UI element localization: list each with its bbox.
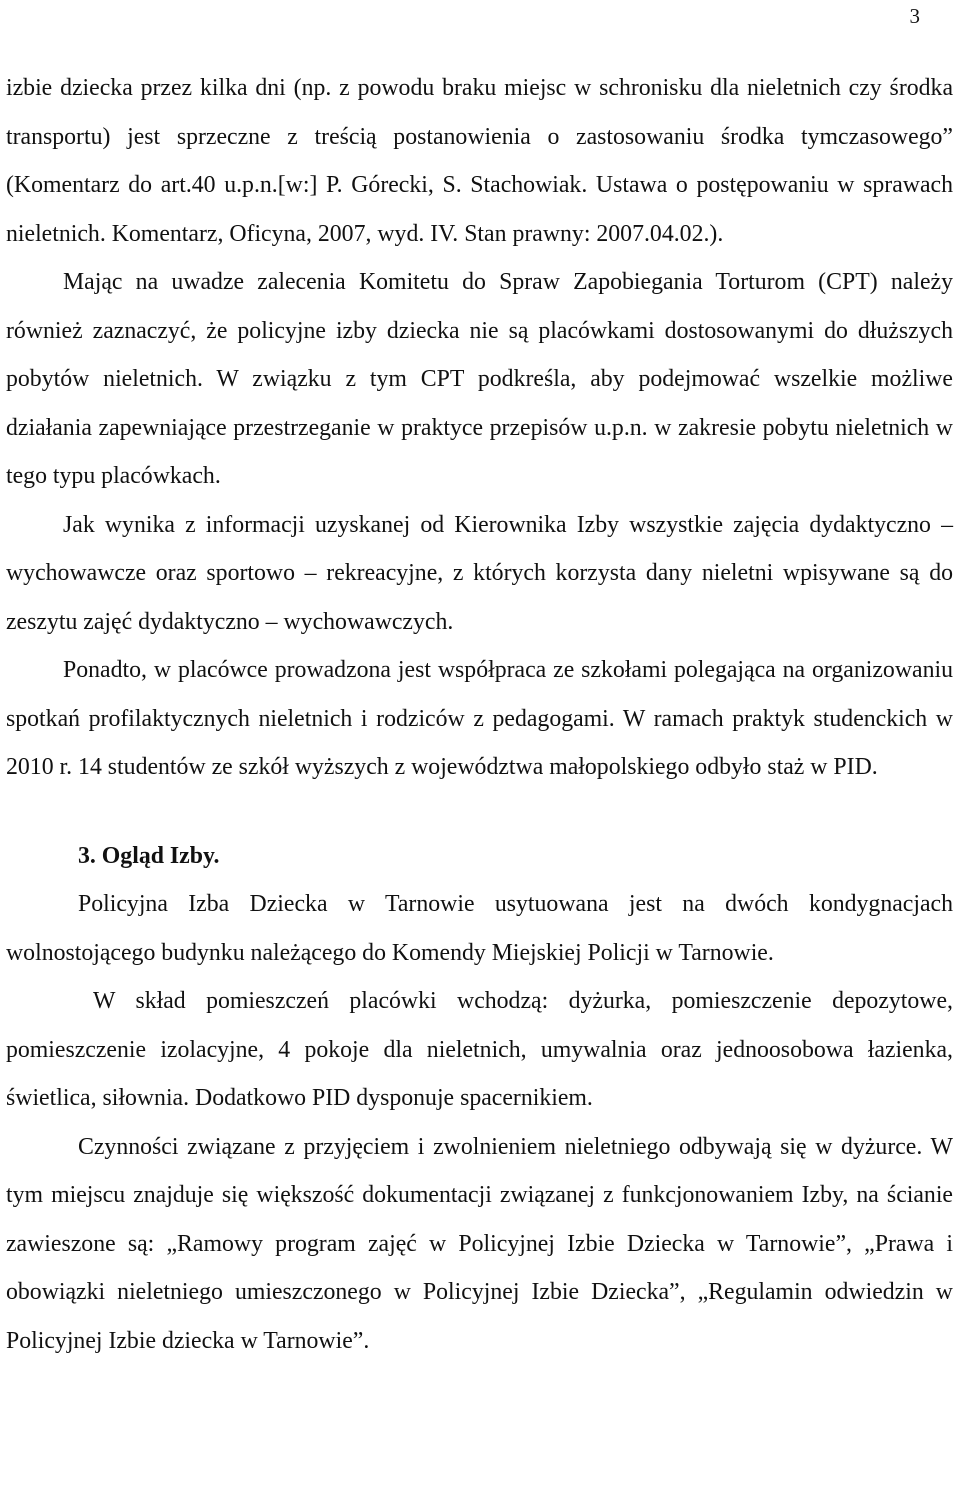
section-heading: 3. Ogląd Izby. [78,842,220,869]
paragraph-school-cooperation: Ponadto, w placówce prowadzona jest współpraca ze szkołami polegająca na organizowaniu spotkań profilaktycznych nieletnich i rodziców z pedagogami. W ramach praktyk studenckich w 2010 r. 14 studentów ze szkół wyższych z województwa małopolskiego odbyło staż w PID. [6,657,953,780]
document-body [6,64,953,1365]
page-number: 3 [909,4,920,28]
paragraph-cpt-recommendations: Mając na uwadze zalecenia Komitetu do Spraw Zapobiegania Torturom (CPT) należy również zaznaczyć, że policyjne izby dziecka nie są placówkami dostosowanymi do dłuższych pobytów nieletnich. W związku z tym CPT podkreśla, aby podejmować wszelkie możliwe działania zapewniające przestrzeganie w praktyce przepisów u.p.n. w zakresie pobytu nieletnich w tego typu placówkach. [6,269,953,489]
paragraph-rooms: W skład pomieszczeń placówki wchodzą: dyżurka, pomieszczenie depozytowe, pomieszczenie izolacyjne, 4 pokoje dla nieletnich, umywalnia oraz jednoosobowa łazienka, świetlica, siłownia. Dodatkowo PID dysponuje spacernikiem. [6,988,953,1111]
paragraph-continuation: izbie dziecka przez kilka dni (np. z powodu braku miejsc w schronisku dla nieletnich czy środka transportu) jest sprzeczne z treścią postanowienia o zastosowaniu środka tymczasowego” (Komentarz do art.40 u.p.n.[w:] P. Górecki, S. Stachowiak. Ustawa o postępowaniu w sprawach nieletnich. Komentarz, Oficyna, 2007, wyd. IV. Stan prawny: 2007.04.02.). [6,75,953,247]
paragraph-duty-room: Czynności związane z przyjęciem i zwolnieniem nieletniego odbywają się w dyżurce. W tym miejscu znajduje się większość dokumentacji związanej z funkcjonowaniem Izby, na ścianie zawieszone są: „Ramowy program zajęć w Policyjnej Izbie Dziecka w Tarnowie”, „Prawa i obowiązki nieletniego umieszczonego w Policyjnej Izbie Dziecka”, „Regulamin odwiedzin w Policyjnej Izbie dziecka w Tarnowie”. [6,1133,953,1354]
paragraph-location: Policyjna Izba Dziecka w Tarnowie usytuowana jest na dwóch kondygnacjach wolnostojącego budynku należącego do Komendy Miejskiej Policji w Tarnowie. [6,891,953,966]
paragraph-activities-log: Jak wynika z informacji uzyskanej od Kierownika Izby wszystkie zajęcia dydaktyczno – wychowawcze oraz sportowo – rekreacyjne, z których korzysta dany nieletni wpisywane są do zeszytu zajęć dydaktyczno – wychowawczych. [6,511,953,635]
